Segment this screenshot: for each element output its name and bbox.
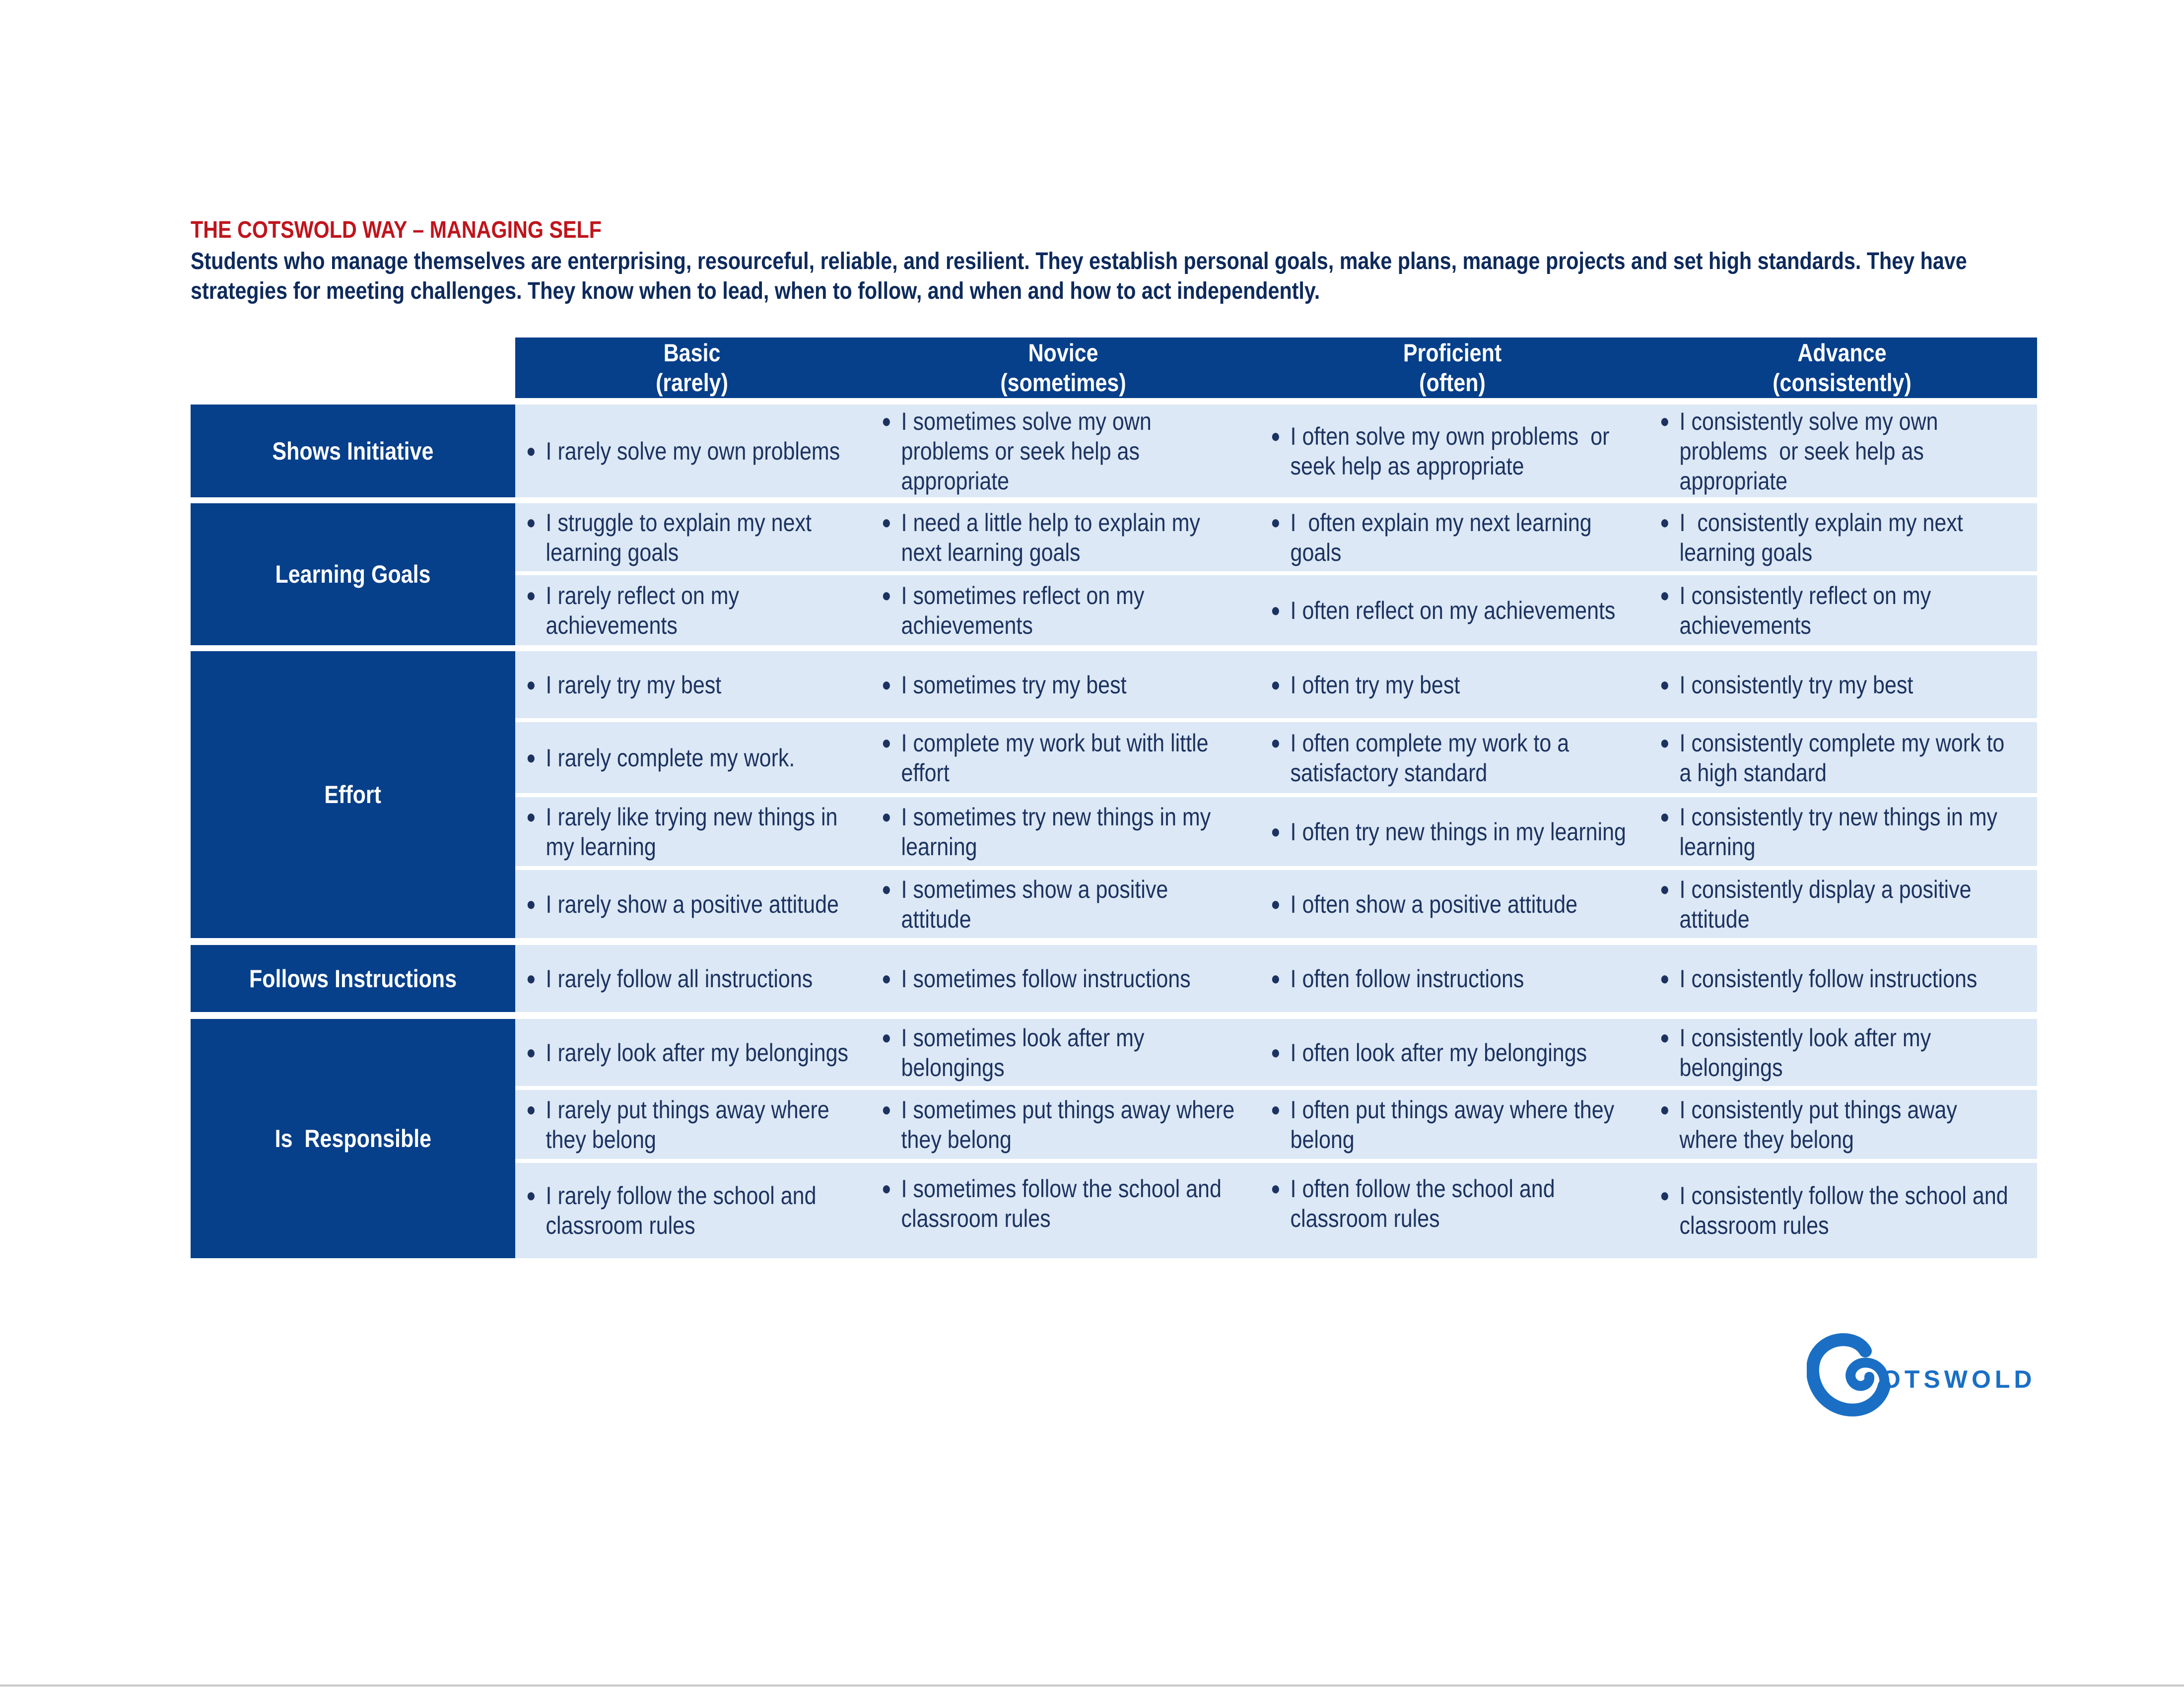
descriptor-advance: ● I consistently try new things in my learning [1660, 803, 1998, 861]
bullet-icon: ● [882, 1099, 891, 1120]
descriptor-novice: ● I sometimes solve my own problems or seek help as appropriate [882, 407, 1152, 495]
bullet-icon: ● [882, 806, 891, 827]
criterion-label: Is Responsible [191, 1019, 515, 1258]
bullet-icon: ● [882, 585, 891, 606]
criterion-learning-goals [191, 503, 2037, 645]
bullet-icon: ● [1660, 410, 1670, 432]
bullet-icon: ● [526, 1042, 536, 1063]
level-frequency: (sometimes) [1000, 369, 1126, 397]
descriptor-basic: ● I rarely look after my belongings [526, 1038, 849, 1067]
bullet-icon: ● [1660, 732, 1670, 753]
bullet-icon: ● [882, 1027, 891, 1048]
descriptor-novice: ● I sometimes reflect on my achievements [882, 581, 1145, 639]
bullet-icon: ● [526, 440, 536, 462]
descriptor-novice: ● I sometimes look after my belongings [882, 1023, 1145, 1081]
descriptor-proficient: ● I often look after my belongings [1271, 1038, 1587, 1067]
level-header-advance [1647, 338, 2037, 398]
logo-wordmark: OTSWOLD [1881, 1365, 2035, 1393]
bullet-icon: ● [1660, 1027, 1670, 1048]
criterion-label: Effort [191, 651, 515, 938]
descriptor-basic: ● I rarely follow all instructions [526, 964, 813, 993]
descriptor-advance: ● I consistently follow instructions [1660, 964, 1978, 993]
descriptor-novice: ● I sometimes follow the school and classroom rules [882, 1175, 1222, 1232]
bullet-icon: ● [1271, 1099, 1281, 1120]
descriptor-advance: ● I consistently try my best [1660, 671, 1913, 699]
bullet-icon: ● [882, 512, 891, 533]
bullet-icon: ● [1271, 425, 1281, 447]
descriptor-proficient: ● I often try new things in my learning [1271, 817, 1626, 846]
bullet-icon: ● [1271, 1042, 1281, 1063]
level-frequency: (often) [1419, 369, 1486, 397]
descriptor-row [515, 575, 2037, 645]
level-header-basic [515, 338, 869, 398]
descriptor-advance: ● I consistently solve my own problems or seek help as appropriate [1660, 407, 1938, 495]
level-frequency: (consistently) [1773, 369, 1911, 397]
descriptor-basic: ● I rarely put things away where they belong [526, 1095, 829, 1153]
bullet-icon: ● [1660, 968, 1670, 989]
bullet-icon: ● [882, 732, 891, 753]
bullet-icon: ● [1271, 821, 1281, 842]
cotswold-swirl-icon [1807, 1325, 2035, 1419]
descriptor-basic: ● I struggle to explain my next learning goals [526, 508, 812, 566]
descriptor-proficient: ● I often show a positive attitude [1271, 890, 1578, 918]
descriptor-advance: ● I consistently put things away where they belong [1660, 1095, 1957, 1153]
bullet-icon: ● [526, 806, 536, 827]
bullet-icon: ● [882, 968, 891, 989]
descriptor-novice: ● I need a little help to explain my next learning goals [882, 508, 1200, 566]
criterion-is-responsible [191, 1019, 2037, 1258]
level-name: Basic [663, 339, 721, 367]
level-name: Proficient [1403, 339, 1502, 367]
page-bottom-rule [0, 1685, 2184, 1687]
bullet-icon: ● [882, 674, 891, 695]
bullet-icon: ● [1660, 674, 1670, 695]
descriptor-basic: ● I rarely show a positive attitude [526, 890, 839, 918]
bullet-icon: ● [1271, 1178, 1281, 1199]
bullet-icon: ● [526, 512, 536, 533]
descriptor-proficient: ● I often put things away where they belong [1271, 1095, 1615, 1153]
criterion-label: Follows Instructions [191, 945, 515, 1012]
descriptor-novice: ● I sometimes show a positive attitude [882, 875, 1168, 933]
descriptor-proficient: ● I often complete my work to a satisfactory standard [1271, 729, 1570, 787]
descriptor-novice: ● I complete my work but with little effort [882, 729, 1209, 787]
level-header-proficient [1258, 338, 1647, 398]
descriptor-proficient: ● I often try my best [1271, 671, 1460, 699]
descriptor-advance: ● I consistently display a positive attitude [1660, 875, 1972, 933]
document-intro [191, 247, 2039, 306]
bullet-icon: ● [526, 747, 536, 768]
descriptor-proficient: ● I often follow the school and classroom rules [1271, 1175, 1555, 1232]
descriptor-novice: ● I sometimes try my best [882, 671, 1127, 699]
bullet-icon: ● [1271, 674, 1281, 695]
bullet-icon: ● [526, 1185, 536, 1206]
descriptor-row [515, 1019, 2037, 1086]
descriptor-row [515, 1090, 2037, 1159]
bullet-icon: ● [1660, 585, 1670, 606]
cotswold-logo [1807, 1325, 2035, 1419]
descriptor-basic: ● I rarely solve my own problems [526, 437, 840, 465]
descriptor-row [515, 797, 2037, 866]
descriptor-row [515, 503, 2037, 571]
descriptor-advance: ● I consistently complete my work to a high standard [1660, 729, 2005, 787]
level-frequency: (rarely) [656, 369, 728, 397]
descriptor-row [515, 722, 2037, 793]
descriptor-novice: ● I sometimes put things away where they belong [882, 1095, 1235, 1153]
bullet-icon: ● [1660, 512, 1670, 533]
bullet-icon: ● [1271, 600, 1281, 621]
bullet-icon: ● [1271, 968, 1281, 989]
bullet-icon: ● [1660, 1185, 1670, 1206]
descriptor-basic: ● I rarely try my best [526, 671, 722, 699]
bullet-icon: ● [526, 585, 536, 606]
criterion-follows-instructions [191, 945, 2037, 1012]
bullet-icon: ● [1271, 512, 1281, 533]
descriptor-advance: ● I consistently explain my next learning goals [1660, 508, 1963, 566]
descriptor-basic: ● I rarely follow the school and classroom rules [526, 1182, 817, 1239]
criterion-shows-initiative [191, 405, 2037, 497]
descriptor-basic: ● I rarely reflect on my achievements [526, 581, 740, 639]
level-name: Advance [1797, 339, 1887, 367]
bullet-icon: ● [882, 1178, 891, 1199]
criterion-label: Shows Initiative [191, 405, 515, 497]
bullet-icon: ● [1660, 1099, 1670, 1120]
descriptor-advance: ● I consistently look after my belongings [1660, 1023, 1931, 1081]
descriptor-row [515, 870, 2037, 938]
intro-line-2: strategies for meeting challenges. They know when to lead, when to follow, and when and how to act independently. [191, 278, 1320, 304]
bullet-icon: ● [1660, 878, 1670, 900]
descriptor-row [515, 651, 2037, 718]
bullet-icon: ● [526, 968, 536, 989]
criterion-effort [191, 651, 2037, 938]
descriptor-proficient: ● I often solve my own problems or seek help as appropriate [1271, 422, 1610, 480]
descriptor-advance: ● I consistently reflect on my achievements [1660, 581, 1931, 639]
descriptor-proficient: ● I often explain my next learning goals [1271, 508, 1592, 566]
descriptor-novice: ● I sometimes try new things in my learning [882, 803, 1211, 861]
bullet-icon: ● [1660, 806, 1670, 827]
descriptor-proficient: ● I often reflect on my achievements [1271, 596, 1616, 624]
descriptor-basic: ● I rarely like trying new things in my learning [526, 803, 838, 861]
bullet-icon: ● [526, 1099, 536, 1120]
bullet-icon: ● [1271, 732, 1281, 753]
descriptor-advance: ● I consistently follow the school and classroom rules [1660, 1182, 2008, 1239]
descriptor-row [515, 945, 2037, 1012]
descriptor-basic: ● I rarely complete my work. [526, 743, 795, 772]
intro-line-1: Students who manage themselves are enterprising, resourceful, reliable, and resilient. They establish personal goals, make plans, manage projects and set high standards. They have [191, 248, 1967, 274]
level-header-row [515, 338, 2037, 398]
bullet-icon: ● [526, 674, 536, 695]
criterion-label: Learning Goals [191, 503, 515, 645]
document-title: THE COTSWOLD WAY – MANAGING SELF [191, 217, 602, 243]
bullet-icon: ● [882, 410, 891, 432]
level-name: Novice [1028, 339, 1098, 367]
descriptor-row [515, 405, 2037, 497]
descriptor-row [515, 1163, 2037, 1258]
level-header-novice [869, 338, 1258, 398]
bullet-icon: ● [882, 878, 891, 900]
descriptor-novice: ● I sometimes follow instructions [882, 964, 1191, 993]
bullet-icon: ● [526, 893, 536, 915]
bullet-icon: ● [1271, 893, 1281, 915]
descriptor-proficient: ● I often follow instructions [1271, 964, 1524, 993]
